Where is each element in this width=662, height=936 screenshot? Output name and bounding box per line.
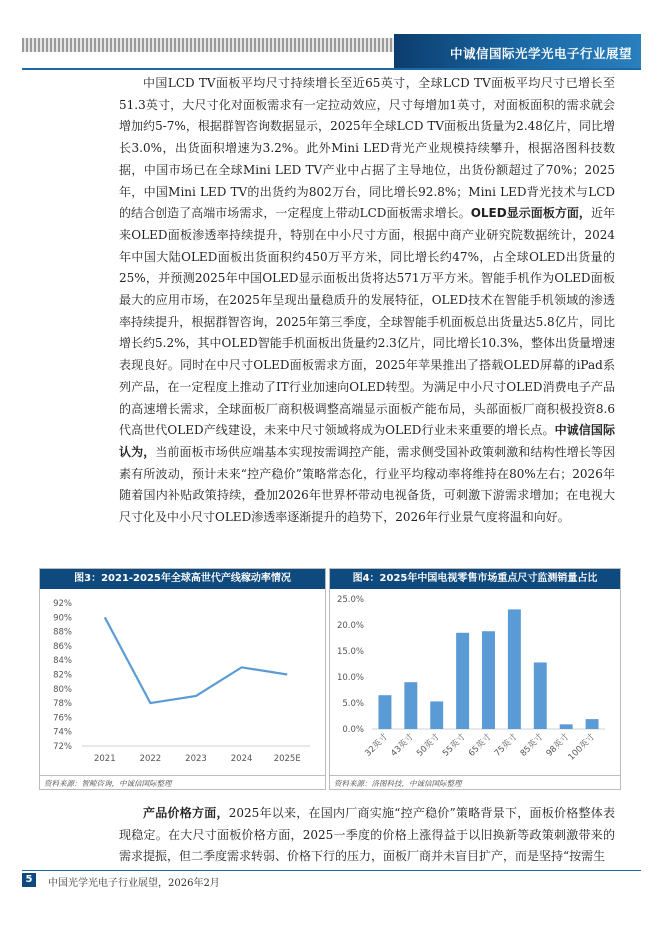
- bar: [378, 695, 391, 729]
- y-tick-label: 25.0%: [336, 595, 364, 605]
- x-tick-label: 32英寸: [363, 732, 391, 759]
- figure-utilization-rate: [39, 568, 326, 790]
- x-tick-label: 85英寸: [518, 732, 546, 759]
- x-tick-label: 50英寸: [415, 732, 442, 759]
- x-tick-label: 43英寸: [389, 732, 416, 759]
- y-tick-label: 82%: [53, 670, 72, 681]
- y-tick-label: 20.0%: [336, 621, 364, 631]
- figure2-source: 资料来源：洛图科技，中诚信国际整理: [330, 775, 620, 790]
- bar: [586, 719, 599, 729]
- x-tick-label: 65英寸: [466, 732, 494, 759]
- bar: [456, 633, 469, 729]
- x-tick-label: 98英寸: [544, 732, 572, 759]
- y-tick-label: 90%: [53, 613, 72, 624]
- figure2-title: 图4：2025年中国电视零售市场重点尺寸监测销量占比: [330, 569, 620, 589]
- y-tick-label: 15.0%: [336, 647, 364, 657]
- x-tick-label: 2024: [230, 754, 253, 764]
- body-paragraph-2: [119, 803, 615, 868]
- footer-text: 中国光学光电子行业展望，2026年2月: [48, 878, 220, 889]
- header-stripes: [22, 38, 394, 52]
- y-tick-label: 10.0%: [336, 673, 364, 683]
- body-paragraph-1: [119, 73, 615, 529]
- y-tick-label: 74%: [53, 727, 72, 738]
- bar: [508, 609, 521, 729]
- bar: [482, 631, 495, 729]
- x-tick-label: 100英寸: [566, 732, 598, 763]
- para1-heading-opinion: 中诚信国际认为，: [119, 423, 615, 459]
- y-tick-label: 86%: [53, 641, 72, 652]
- line-chart: [40, 589, 325, 774]
- series-line: [105, 617, 287, 703]
- y-tick-label: 72%: [53, 742, 72, 752]
- figure1-source: 资料来源：智鲸咨询，中诚信国际整理: [40, 775, 325, 790]
- bar: [430, 701, 443, 729]
- bar: [404, 682, 417, 729]
- x-tick-label: 2021: [93, 754, 116, 764]
- para2-heading-price: 产品价格方面，: [143, 806, 229, 820]
- y-tick-label: 0.0%: [342, 725, 364, 735]
- y-tick-label: 76%: [53, 713, 72, 724]
- x-tick-label: 75英寸: [492, 732, 520, 759]
- page-number: 5: [22, 873, 36, 887]
- y-tick-label: 78%: [53, 699, 72, 710]
- y-tick-label: 88%: [53, 627, 72, 638]
- y-tick-label: 84%: [53, 656, 72, 667]
- para1-text-a: 中国LCD TV面板平均尺寸持续增长至近65英寸，全球LCD TV面板平均尺寸已增长至51.3英寸，大尺寸化对面板需求有一定拉动效应，尺寸每增加1英寸，对面板面积的需求就会增加约5-7%，根据群智咨询数据显示，2025年全球LCD TV面板出货量为2.48亿片，同比增长3.0%，出货面积增速为3.2%。此外Mini LED背光产业规模持续攀升，根据洛图科技数据，中国市场已在全球Mini LED TV产业中占据了主导地位，出货份额超过了70%；2025年，中国Mini LED TV的出货约为802万台，同比增长92.8%；Mini LED背光技术与LCD的结合创造了高端市场需求，一定程度上带动LCD面板需求增长。: [119, 76, 615, 221]
- para2-text: 2025年以来，在国内厂商实施“控产稳价”策略背景下，面板价格整体表现稳定。在大尺寸面板价格方面，2025一季度的价格上涨得益于以旧换新等政策刺激带来的需求提振，但二季度需求转弱、价格下行的压力，面板厂商并未盲目扩产，而是坚持“按需生: [119, 806, 615, 864]
- x-tick-label: 2023: [185, 754, 207, 764]
- y-tick-label: 92%: [53, 599, 72, 609]
- bar: [534, 662, 547, 729]
- header-divider: [22, 68, 641, 70]
- y-tick-label: 80%: [53, 684, 72, 695]
- x-tick-label: 2025E: [273, 754, 301, 764]
- report-title: 中诚信国际光学光电子行业展望: [449, 46, 632, 61]
- x-tick-label: 2022: [139, 754, 162, 764]
- para1-heading-oled: OLED显示面板方面，: [470, 206, 591, 221]
- para1-text-b: 近年来OLED面板渗透率持续提升，特别在中小尺寸方面，根据中商产业研究院数据统计，2024年中国大陆OLED面板出货面积约450万平方米，同比增长约47%，占全球OLED出货量的25%，并预测2025年中国OLED显示面板出货将达571万平方米。智能手机作为OLED面板最大的应用市场，在2025年呈现出量稳质升的发展特征，OLED技术在智能手机领域的渗透率持续提升，根据群智咨询，2025年第三季度，全球智能手机面板总出货量达5.8亿片，同比增长约5.2%，其中OLED智能手机面板出货量约2.3亿片，同比增长10.3%，整体出货量增速表现良好。同时在中尺寸OLED面板需求方面，2025年苹果推出了搭载OLED屏幕的iPad系列产品，在一定程度上推动了IT行业加速向OLED转型。为满足中小尺寸OLED消费电子产品的高速增长需求，全球面板厂商积极调整高端显示面板产能布局，头部面板厂商积极投资8.6代高世代OLED产线建设，未来中尺寸领域将成为OLED行业未来重要的增长点。: [119, 206, 615, 438]
- footer-divider: [22, 870, 641, 871]
- figure1-title: 图3：2021-2025年全球高世代产线稼动率情况: [40, 569, 325, 589]
- bar-chart: [330, 589, 620, 774]
- para1-text-c: 当前面板市场供应端基本实现按需调控产能，需求侧受国补政策刺激和结构性增长等因素有所波动，预计未来“控产稳价”策略常态化，行业平均稼动率将维持在80%左右；2026年随着国内补贴政策持续，叠加2026年世界杯带动电视备货，可刺激下游需求增加；在电视大尺寸化及中小尺寸OLED渗透率逐渐提升的趋势下，2026年行业景气度将温和向好。: [119, 444, 615, 525]
- y-tick-label: 5.0%: [342, 699, 364, 709]
- figure-tv-size-share: [329, 568, 621, 790]
- x-tick-label: 55英寸: [440, 732, 468, 759]
- bar: [560, 724, 573, 729]
